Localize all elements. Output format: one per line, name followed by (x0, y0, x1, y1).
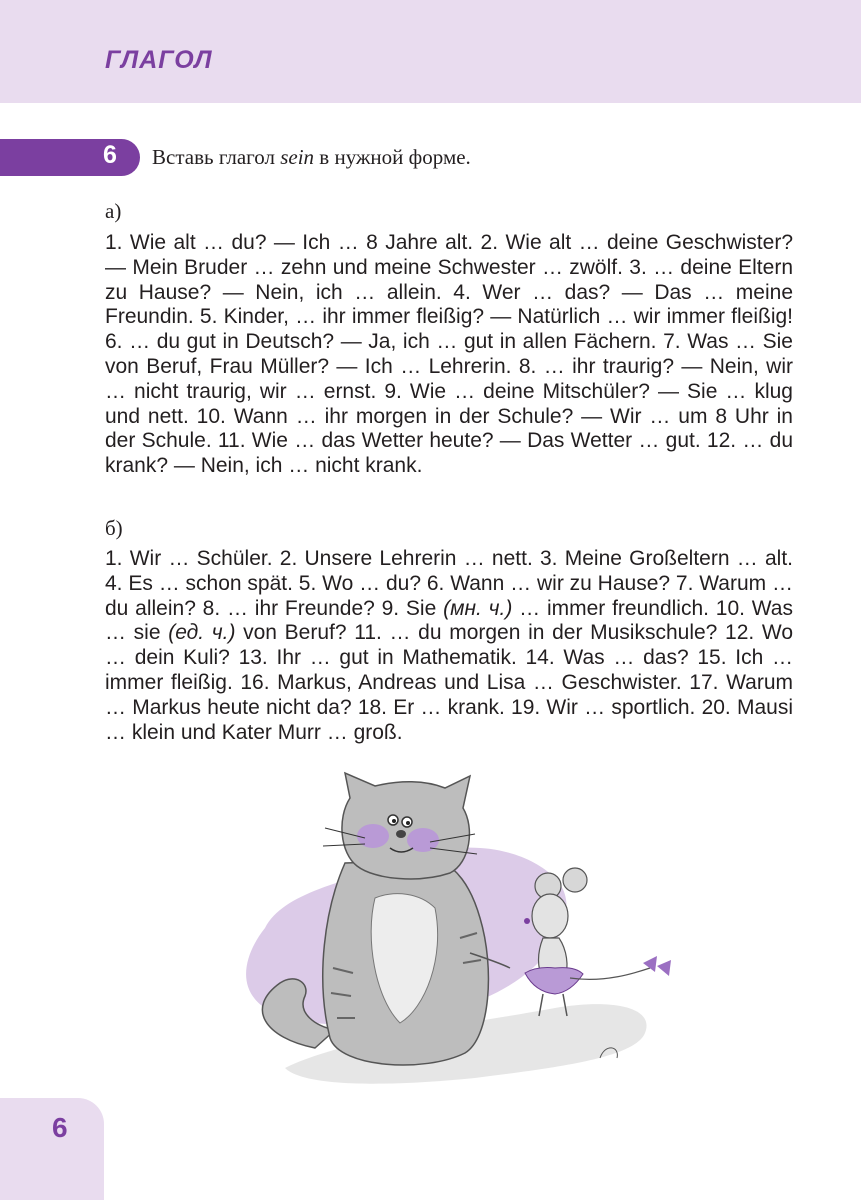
part-b-note-plural: (мн. ч.) (443, 596, 513, 620)
part-b-text (105, 547, 793, 745)
exercise-instruction (152, 145, 471, 170)
exercise-number: 6 (103, 141, 117, 169)
page-number: 6 (52, 1112, 68, 1143)
mouse-skirt (525, 968, 583, 994)
mouse-ear-right (563, 868, 587, 892)
instruction-text-after: в нужной форме. (314, 145, 471, 169)
cat-nose (396, 830, 406, 838)
mouse-head (532, 894, 568, 938)
exercise-number-tab (0, 139, 140, 176)
chapter-title: ГЛАГОЛ (105, 46, 213, 74)
instruction-verb: sein (280, 145, 315, 169)
mouse-tail-bow (643, 956, 671, 976)
cat-and-mouse-illustration (225, 768, 685, 1093)
part-a-label: а) (105, 199, 122, 223)
part-b-text-3: von Beruf? 11. … du morgen in der Musikschule? 12. Wo … dein Kuli? 13. Ihr … gut in Mathematik. 14. Was … das? 15. Ich … immer fleißig. 16. Markus, Andreas und Lisa … Geschwister. 17. Warum … Markus heute nicht da? 18. Er … krank. 19. Wir … sportlich. 20. Mausi … klein und Kater Murr … groß. (105, 621, 793, 744)
part-a-text: 1. Wie alt … du? — Ich … 8 Jahre alt. 2. Wie alt … deine Geschwister? — Mein Bruder … zehn und meine Schwester … zwölf. 3. … deine Eltern zu Hause? — Nein, ich … allein. 4. Wer … das? — Das … meine Freundin. 5. Kinder, … ihr immer fleißig? — Natürlich … wir immer fleißig! 6. … du gut in Deutsch? — Ja, ich … gut in allen Fächern. 7. Was … Sie von Beruf, Frau Müller? — Ich … Lehrerin. 8. … ihr traurig? — Nein, wir … nicht traurig, wir … ernst. 9. Wie … deine Mitschüler? — Sie … klug und nett. 10. Wann … ihr morgen in der Schule? — Wir … um 8 Uhr in der Schule. 11. Wie … das Wetter heute? — Das Wetter … gut. 12. … du krank? — Nein, ich … nicht krank. (105, 231, 793, 478)
part-b-label: б) (105, 516, 123, 540)
part-b-text-2: … immer freundlich. 10. Was … sie (105, 596, 793, 645)
instruction-text-before: Вставь глагол (152, 145, 281, 169)
part-b-text-1: 1. Wir … Schüler. 2. Unsere Lehrerin … nett. 3. Meine Großeltern … alt. 4. Es … schon spät. 5. Wo … du? 6. Wann … wir zu Hause? 7. Warum … du allein? 8. … ihr Freunde? 9. Sie (105, 547, 793, 620)
part-b-note-singular: (ед. ч.) (168, 621, 236, 645)
